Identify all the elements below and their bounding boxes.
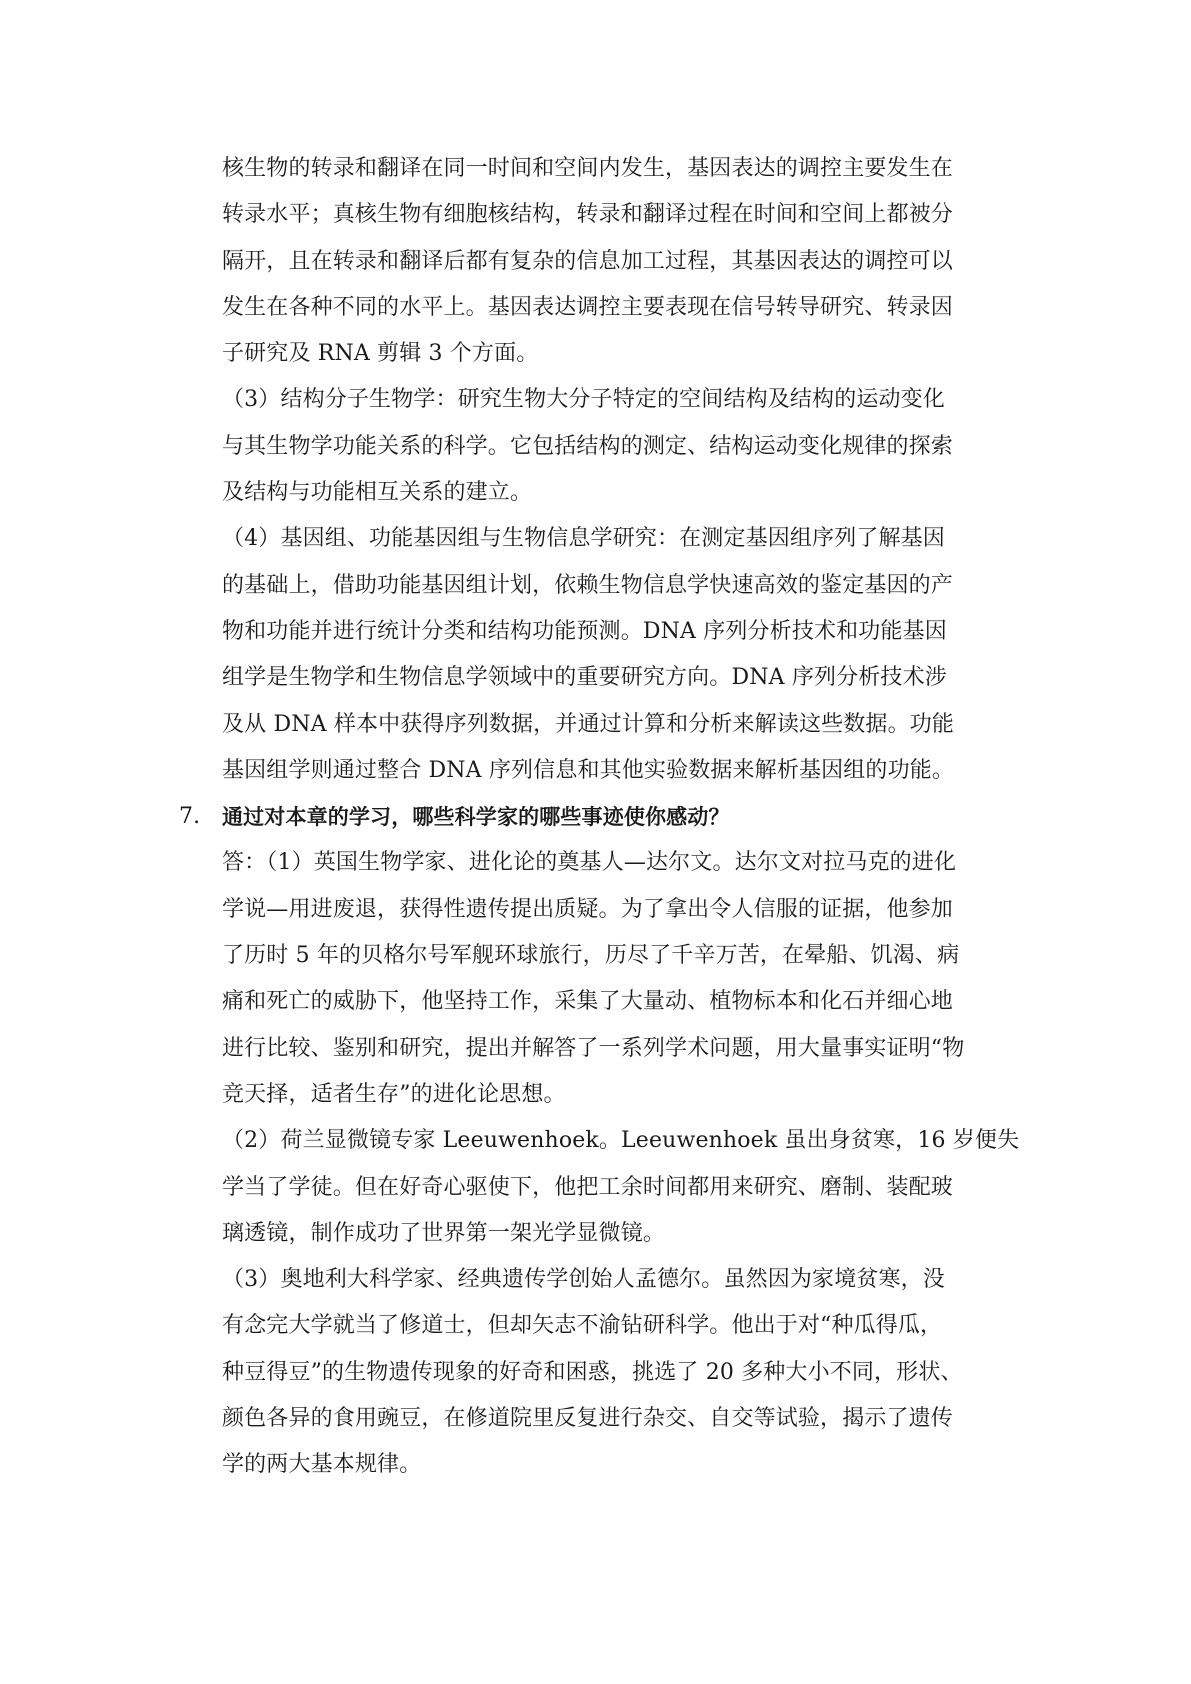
answer-line: （3）奥地利大科学家、经典遗传学创始人孟德尔。虽然因为家境贫寒，没 — [222, 1267, 945, 1293]
answer-line: 有念完大学就当了修道士，但却矢志不渝钻研科学。他出于对“种瓜得瓜， — [222, 1313, 943, 1339]
question-text: 通过对本章的学习，哪些科学家的哪些事迹使你感动？ — [222, 805, 730, 830]
answer-line: 学的两大基本规律。 — [222, 1452, 422, 1478]
answer-line: 竞天择，适者生存”的进化论思想。 — [222, 1081, 566, 1107]
body-line: 子研究及 RNA 剪辑 3 个方面。 — [222, 341, 539, 367]
question-heading — [179, 794, 1012, 840]
body-line: 物和功能并进行统计分类和结构功能预测。DNA 序列分析技术和功能基因 — [222, 618, 947, 644]
body-line: 核生物的转录和翻译在同一时间和空间内发生，基因表达的调控主要发生在 — [222, 156, 953, 181]
question-number: 7. — [179, 804, 201, 830]
answer-line: 痛和死亡的威胁下，他坚持工作，采集了大量动、植物标本和化石并细心地 — [222, 989, 953, 1015]
body-line: 组学是生物学和生物信息学领域中的重要研究方向。DNA 序列分析技术涉 — [222, 665, 947, 691]
answer-line: 璃透镜，制作成功了世界第一架光学显微镜。 — [222, 1220, 666, 1246]
body-line: 隔开，且在转录和翻译后都有复杂的信息加工过程，其基因表达的调控可以 — [222, 248, 953, 274]
answer-line: （2）荷兰显微镜专家 Leeuwenhoek。Leeuwenhoek 虽出身贫寒，16 岁便失 — [222, 1128, 1020, 1154]
body-line: 与其生物学功能关系的科学。它包括结构的测定、结构运动变化规律的探索 — [222, 433, 953, 459]
body-line: 基因组学则通过整合 DNA 序列信息和其他实验数据来解析基因组的功能。 — [222, 757, 955, 783]
answer-line: 颜色各异的食用豌豆，在修道院里反复进行杂交、自交等试验，揭示了遗传 — [222, 1406, 953, 1432]
body-line: 转录水平；真核生物有细胞核结构，转录和翻译过程在时间和空间上都被分 — [222, 202, 953, 228]
answer-line: 种豆得豆”的生物遗传现象的好奇和困惑，挑选了 20 多种大小不同，形状、 — [222, 1359, 963, 1385]
body-line: 及结构与功能相互关系的建立。 — [222, 480, 533, 506]
document-body — [179, 146, 1020, 1489]
body-line: 及从 DNA 样本中获得序列数据，并通过计算和分析来解读这些数据。功能 — [222, 711, 955, 737]
body-line: （4）基因组、功能基因组与生物信息学研究：在测定基因组序列了解基因 — [222, 526, 945, 552]
answer-line: 进行比较、鉴别和研究，提出并解答了一系列学术问题，用大量事实证明“物 — [222, 1035, 965, 1061]
answer-line: 学当了学徒。但在好奇心驱使下，他把工余时间都用来研究、磨制、装配玻 — [222, 1174, 953, 1200]
body-line: 的基础上，借助功能基因组计划，依赖生物信息学快速高效的鉴定基因的产 — [222, 572, 953, 598]
body-line: 发生在各种不同的水平上。基因表达调控主要表现在信号转导研究、转录因 — [222, 294, 953, 320]
answer-line: 答：（1）英国生物学家、进化论的奠基人—达尔文。达尔文对拉马克的进化 — [222, 850, 957, 876]
answer-line: 了历时 5 年的贝格尔号军舰环球旅行，历尽了千辛万苦，在晕船、饥渴、病 — [222, 943, 960, 969]
body-line: （3）结构分子生物学：研究生物大分子特定的空间结构及结构的运动变化 — [222, 387, 945, 413]
answer-line: 学说—用进废退，获得性遗传提出质疑。为了拿出令人信服的证据，他参加 — [222, 896, 953, 922]
